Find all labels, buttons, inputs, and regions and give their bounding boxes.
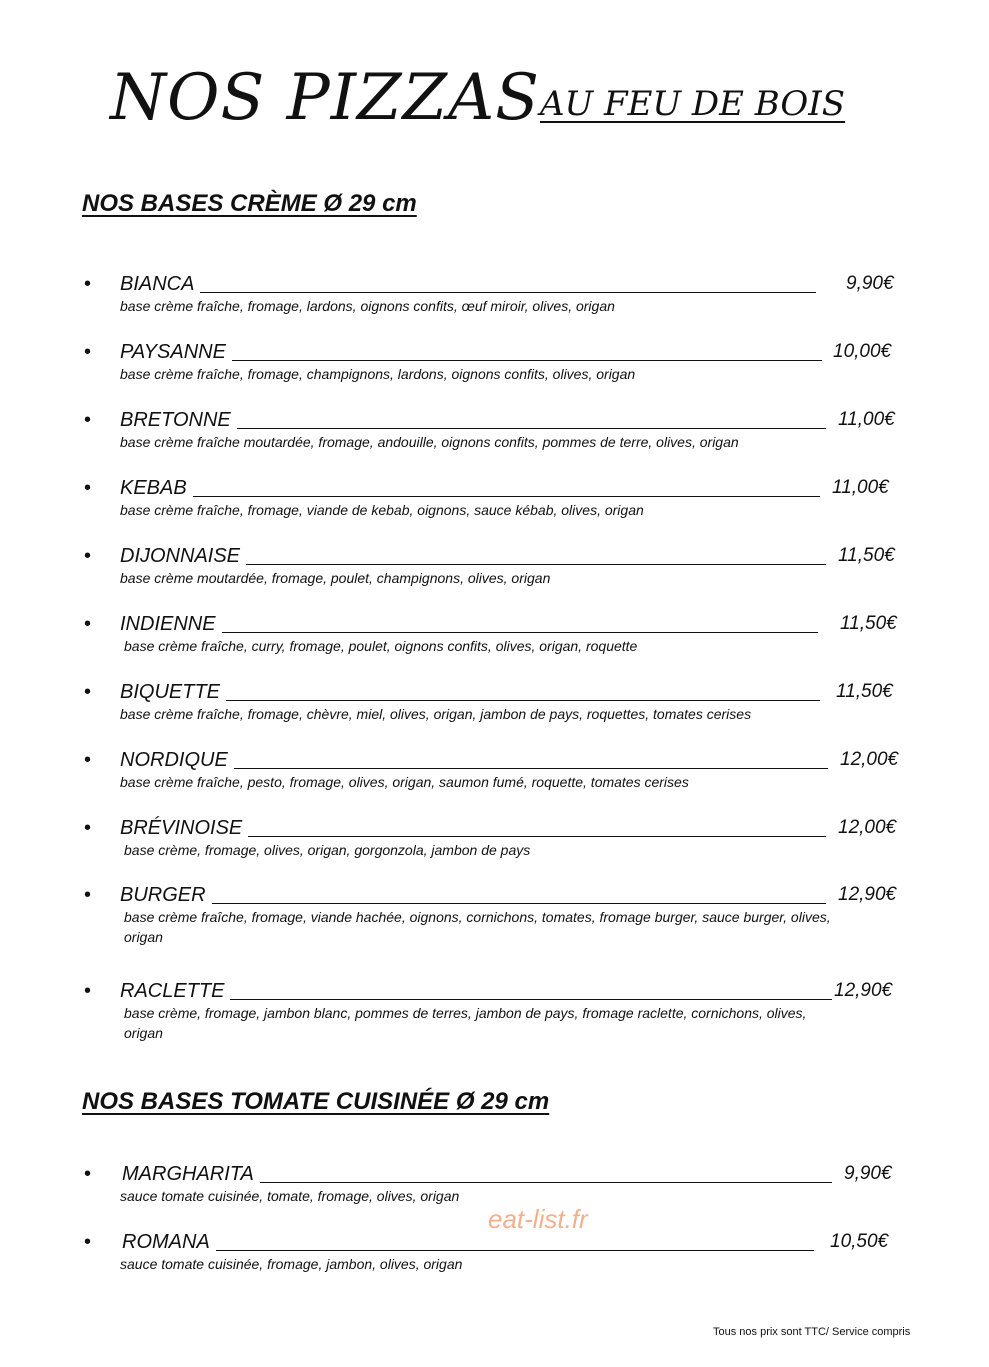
bullet-icon: • [84, 980, 92, 1002]
item-price: 12,00€ [838, 817, 897, 838]
item-price: 10,50€ [830, 1231, 889, 1252]
item-description: sauce tomate cuisinée, tomate, fromage, olives, origan [120, 1188, 460, 1204]
item-description: base crème moutardée, fromage, poulet, champignons, olives, origan [120, 570, 551, 586]
item-description: base crème fraîche, fromage, viande hachée, oignons, cornichons, tomates, fromage burger, sauce burger, olives, origan [124, 909, 831, 945]
item-description: base crème fraîche moutardée, fromage, andouille, oignons confits, pommes de terre, olives, origan [120, 434, 739, 450]
bullet-icon: • [84, 545, 92, 567]
item-description: base crème fraîche, fromage, champignons, lardons, oignons confits, olives, origan [120, 366, 636, 382]
item-price: 11,50€ [840, 613, 897, 634]
item-name: BRÉVINOISE [120, 817, 243, 839]
item-description: base crème fraîche, fromage, lardons, oignons confits, œuf miroir, olives, origan [120, 298, 615, 314]
leader-line [246, 564, 826, 565]
item-name: PAYSANNE [120, 341, 226, 363]
item-name: BIANCA [120, 273, 195, 295]
bullet-icon: • [84, 681, 92, 703]
item-name: KEBAB [120, 477, 187, 499]
menu-title: NOS PIZZAS [110, 61, 540, 135]
leader-line [193, 496, 820, 497]
page-title [0, 58, 989, 138]
item-name: RACLETTE [120, 980, 225, 1002]
menu-subtitle: AU FEU DE BOIS [540, 84, 845, 124]
section-title-tomate: NOS BASES TOMATE CUISINÉE Ø 29 cm [82, 1088, 550, 1115]
leader-line [222, 632, 818, 633]
item-price: 12,90€ [838, 884, 897, 905]
item-price: 11,50€ [836, 681, 893, 702]
item-description: base crème fraîche, fromage, chèvre, miel, olives, origan, jambon de pays, roquettes, tomates cerises [120, 706, 752, 722]
footer-note: Tous nos prix sont TTC/ Service compris [713, 1326, 911, 1338]
item-price: 12,90€ [834, 980, 893, 1001]
item-price: 11,50€ [838, 545, 895, 566]
bullet-icon: • [84, 613, 92, 635]
leader-line [260, 1182, 832, 1183]
leader-line [212, 903, 826, 904]
bullet-icon: • [84, 749, 92, 771]
bullet-icon: • [84, 1231, 92, 1253]
section-title-creme: NOS BASES CRÈME Ø 29 cm [82, 190, 417, 217]
leader-line [237, 428, 826, 429]
leader-line [234, 768, 828, 769]
item-name: INDIENNE [120, 613, 216, 635]
bullet-icon: • [84, 341, 92, 363]
item-name: BIQUETTE [120, 681, 221, 703]
item-price: 9,90€ [846, 273, 894, 294]
item-description: sauce tomate cuisinée, fromage, jambon, olives, origan [120, 1256, 463, 1272]
bullet-icon: • [84, 409, 92, 431]
bullet-icon: • [84, 477, 92, 499]
item-price: 11,00€ [832, 477, 889, 498]
item-name: BURGER [120, 884, 206, 906]
item-name: DIJONNAISE [120, 545, 241, 567]
leader-line [216, 1250, 814, 1251]
item-price: 10,00€ [833, 341, 892, 362]
bullet-icon: • [84, 273, 92, 295]
item-name: ROMANA [122, 1231, 210, 1253]
bullet-icon: • [84, 1163, 92, 1185]
item-price: 12,00€ [840, 749, 899, 770]
item-name: MARGHARITA [122, 1163, 254, 1185]
leader-line [226, 700, 820, 701]
leader-line [248, 836, 826, 837]
leader-line [232, 360, 822, 361]
item-description: base crème, fromage, olives, origan, gorgonzola, jambon de pays [124, 842, 531, 858]
item-description: base crème fraîche, fromage, viande de kebab, oignons, sauce kébab, olives, origan [120, 502, 644, 518]
leader-line [200, 292, 816, 293]
item-name: BRETONNE [120, 409, 231, 431]
item-description: base crème fraîche, curry, fromage, poulet, oignons confits, olives, origan, roquette [124, 638, 638, 654]
item-description: base crème fraîche, pesto, fromage, olives, origan, saumon fumé, roquette, tomates cerises [120, 774, 689, 790]
item-description: base crème, fromage, jambon blanc, pommes de terres, jambon de pays, fromage raclette, cornichons, olives, origan [124, 1005, 807, 1041]
leader-line [230, 999, 832, 1000]
bullet-icon: • [84, 884, 92, 906]
watermark: eat-list.fr [488, 1204, 588, 1234]
item-name: NORDIQUE [120, 749, 228, 771]
item-price: 11,00€ [838, 409, 895, 430]
item-price: 9,90€ [844, 1163, 892, 1184]
bullet-icon: • [84, 817, 92, 839]
